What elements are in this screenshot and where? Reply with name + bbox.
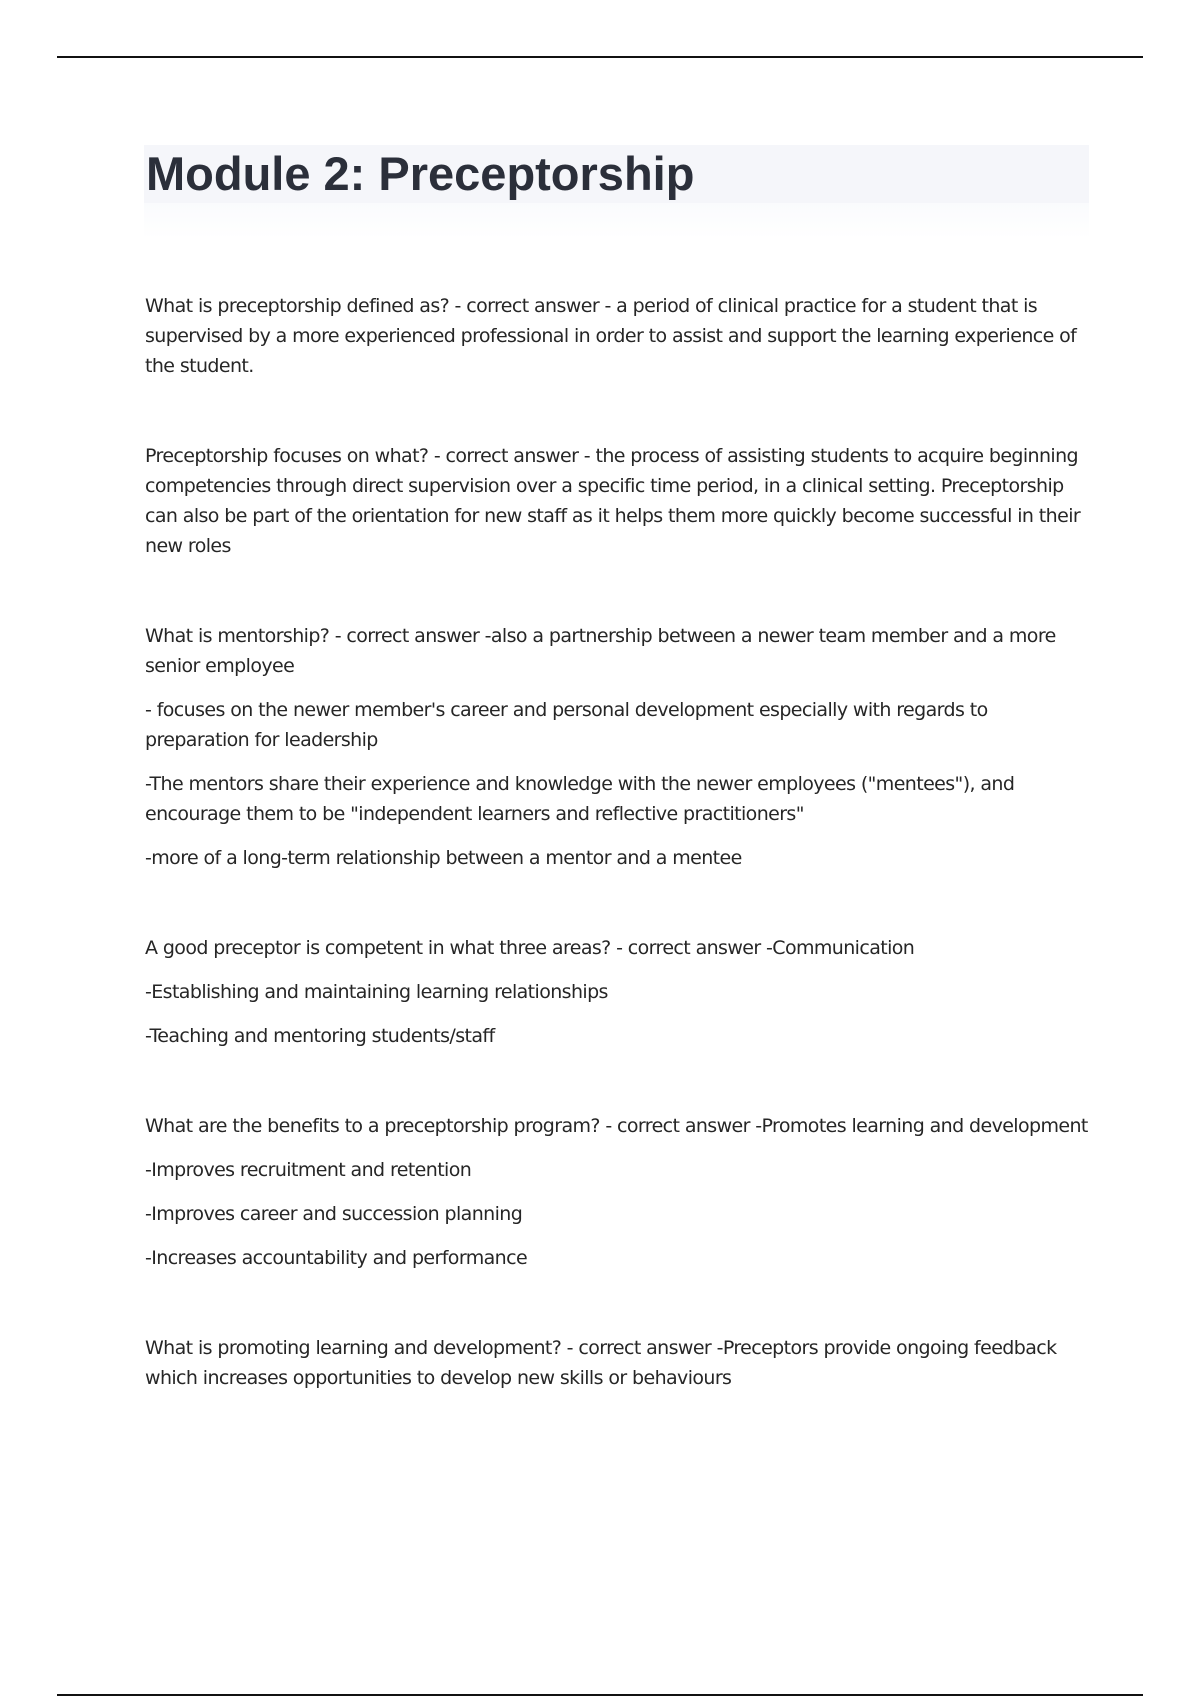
answer-point: -Improves recruitment and retention (145, 1159, 472, 1181)
question-paragraph: What is promoting learning and development? - correct answer -Preceptors provide ongoing feedback which increases opportunities to develop new skills or behaviours (145, 1337, 1057, 1389)
answer-point: -Establishing and maintaining learning relationships (145, 981, 608, 1003)
qa-block-3 (145, 621, 1090, 873)
top-rule (57, 56, 1143, 58)
title-highlight-shadow (144, 203, 1089, 239)
question-paragraph: Preceptorship focuses on what? - correct answer - the process of assisting students to acquire beginning competencies through direct supervision over a specific time period, in a clinical setting. Preceptorship can also be part of the orientation for new staff as it helps them more quickly become successful in their new roles (145, 445, 1081, 557)
question-paragraph: What are the benefits to a preceptorship program? - correct answer -Promotes learning and development (145, 1115, 1088, 1137)
document-body (145, 291, 1090, 1453)
answer-point: -more of a long-term relationship between a mentor and a mentee (145, 847, 742, 869)
qa-block-4 (145, 933, 1090, 1051)
answer-point: -Improves career and succession planning (145, 1203, 523, 1225)
qa-block-2 (145, 441, 1090, 561)
answer-point: -Teaching and mentoring students/staff (145, 1025, 495, 1047)
question-paragraph: A good preceptor is competent in what three areas? - correct answer -Communication (145, 937, 915, 959)
qa-block-5 (145, 1111, 1090, 1273)
qa-block-6 (145, 1333, 1090, 1393)
question-paragraph: What is preceptorship defined as? - correct answer - a period of clinical practice for a student that is supervised by a more experienced professional in order to assist and support the learning experience of the student. (145, 295, 1077, 377)
question-paragraph: What is mentorship? - correct answer -also a partnership between a newer team member and a more senior employee (145, 625, 1056, 677)
answer-point: -The mentors share their experience and knowledge with the newer employees ("mentees"), and encourage them to be "independent learners and reflective practitioners" (145, 773, 1015, 825)
answer-point: - focuses on the newer member's career and personal development especially with regards to preparation for leadership (145, 699, 988, 751)
page-title: Module 2: Preceptorship (146, 147, 695, 200)
answer-point: -Increases accountability and performance (145, 1247, 528, 1269)
bottom-rule (57, 1694, 1143, 1696)
qa-block-1 (145, 291, 1090, 381)
